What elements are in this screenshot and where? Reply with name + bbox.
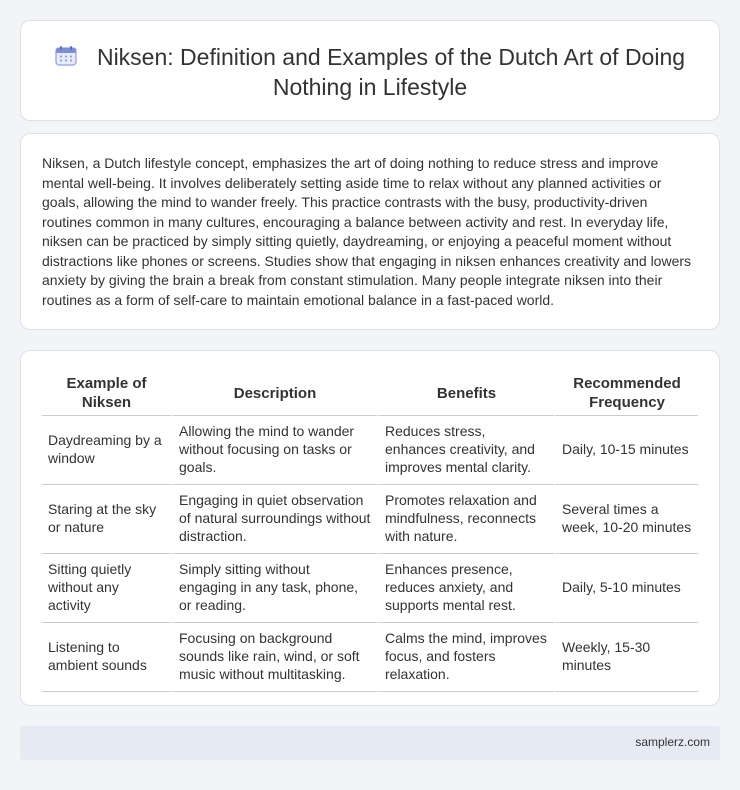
- title-card: [20, 20, 720, 121]
- cell-benefits: Calms the mind, improves focus, and fosters relaxation.: [377, 623, 554, 692]
- cell-description: Allowing the mind to wander without focusing on tasks or goals.: [171, 416, 377, 485]
- table-card: [20, 350, 720, 706]
- title-block: [21, 42, 719, 102]
- cell-benefits: Reduces stress, enhances creativity, and improves mental clarity.: [377, 416, 554, 485]
- table-row: [42, 485, 698, 554]
- cell-example: Daydreaming by a window: [42, 416, 171, 485]
- calendar-icon: [55, 46, 77, 66]
- cell-description: Simply sitting without engaging in any task, phone, or reading.: [171, 554, 377, 623]
- column-header-description: Description: [171, 371, 377, 416]
- table-header-row: [42, 371, 698, 416]
- cell-example: Sitting quietly without any activity: [42, 554, 171, 623]
- cell-frequency: Several times a week, 10-20 minutes: [554, 485, 698, 554]
- cell-description: Focusing on background sounds like rain, wind, or soft music without multitasking.: [171, 623, 377, 692]
- page-title-text: Niksen: Definition and Examples of the Dutch Art of Doing Nothing in Lifestyle: [96, 44, 686, 100]
- cell-frequency: Daily, 5-10 minutes: [554, 554, 698, 623]
- cell-benefits: Promotes relaxation and mindfulness, reconnects with nature.: [377, 485, 554, 554]
- column-header-frequency: Recommended Frequency: [554, 371, 698, 416]
- page-title: [21, 42, 719, 102]
- column-header-example: Example of Niksen: [42, 371, 171, 416]
- cell-example: Staring at the sky or nature: [42, 485, 171, 554]
- niksen-table: [42, 371, 698, 692]
- intro-paragraph: Niksen, a Dutch lifestyle concept, emphasizes the art of doing nothing to reduce stress and improve mental well-being. It involves deliberately setting aside time to relax without any planned activities or goals, allowing the mind to wander freely. This practice contrasts with the busy, productivity-driven routines common in many cultures, encouraging a balance between activity and rest. In everyday life, niksen can be practiced by simply sitting quietly, daydreaming, or enjoying a peaceful moment without distractions like phones or screens. Studies show that engaging in niksen enhances creativity and lowers anxiety by giving the brain a break from constant stimulation. Many people integrate niksen into their routines as a form of self-care to maintain emotional balance in a fast-paced world.: [42, 155, 692, 308]
- cell-benefits: Enhances presence, reduces anxiety, and supports mental rest.: [377, 554, 554, 623]
- table-row: [42, 554, 698, 623]
- intro-card: [20, 133, 720, 330]
- footer-source-link[interactable]: samplerz.com: [635, 735, 710, 749]
- table-row: [42, 416, 698, 485]
- column-header-benefits: Benefits: [377, 371, 554, 416]
- cell-example: Listening to ambient sounds: [42, 623, 171, 692]
- table-row: [42, 623, 698, 692]
- cell-frequency: Daily, 10-15 minutes: [554, 416, 698, 485]
- cell-description: Engaging in quiet observation of natural surroundings without distraction.: [171, 485, 377, 554]
- footer-bar: [20, 726, 720, 760]
- cell-frequency: Weekly, 15-30 minutes: [554, 623, 698, 692]
